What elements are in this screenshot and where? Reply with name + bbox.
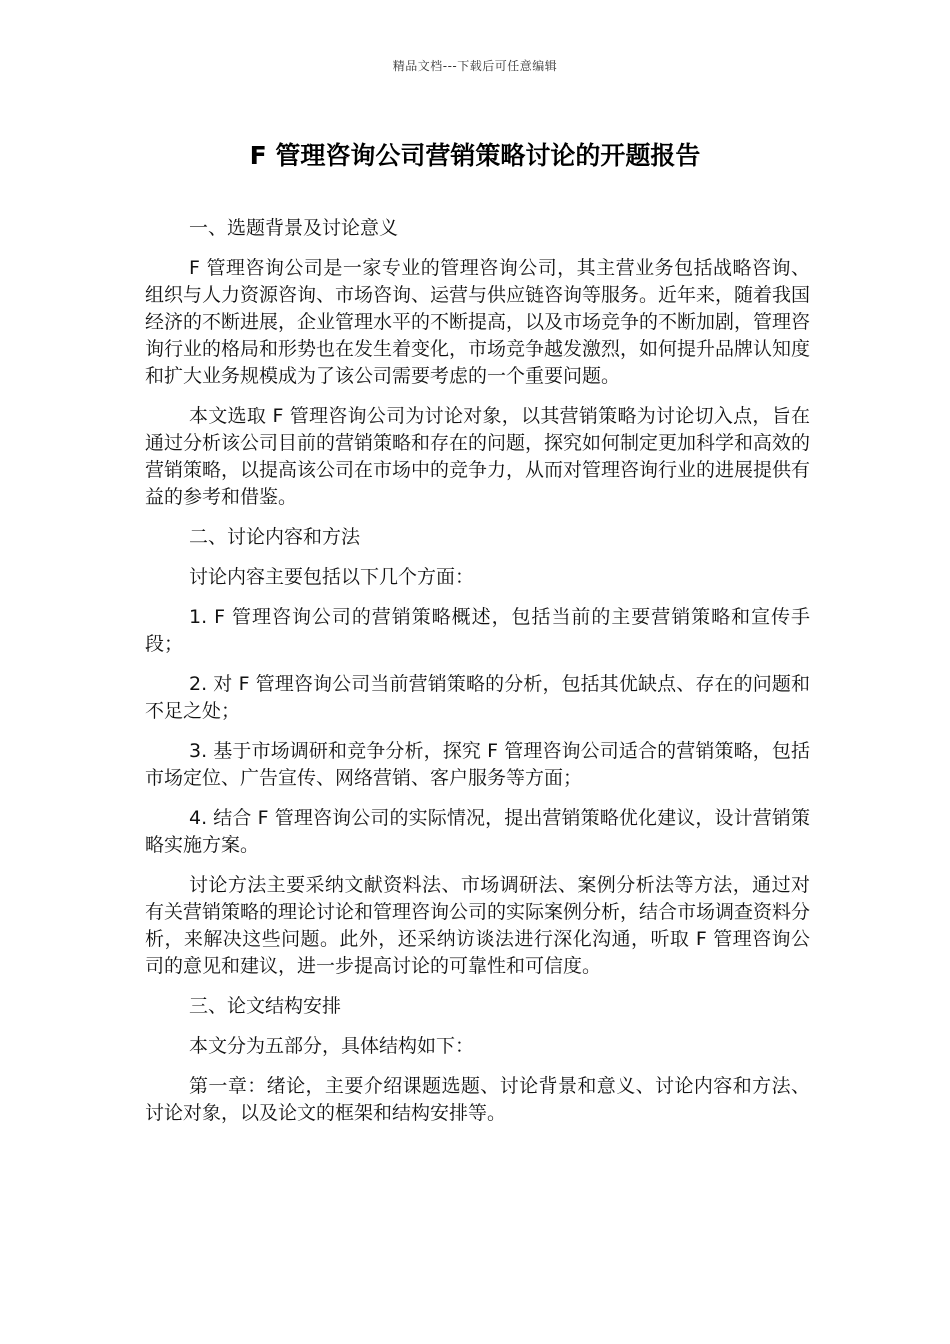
list-item-4: 4. 结合 F 管理咨询公司的实际情况，提出营销策略优化建议，设计营销策略实施方案。 (145, 807, 810, 856)
paragraph-structure-intro: 本文分为五部分，具体结构如下： (189, 1035, 475, 1057)
paragraph-company-intro: F 管理咨询公司是一家专业的管理咨询公司，其主营业务包括战略咨询、组织与人力资源咨询、市场咨询、运营与供应链咨询等服务。近年来，随着我国经济的不断进展，企业管理水平的不断提高，以及市场竞争的不断加剧，管理咨询行业的格局和形势也在发生着变化，市场竞争越发激烈，如何提升品牌认知度和扩大业务规模成为了该公司需要考虑的一个重要问题。 (145, 257, 811, 387)
section-heading-background: 一、选题背景及讨论意义 (189, 217, 399, 239)
list-item-1: 1. F 管理咨询公司的营销策略概述，包括当前的主要营销策略和宣传手段； (145, 606, 810, 655)
paragraph-research-purpose: 本文选取 F 管理咨询公司为讨论对象，以其营销策略为讨论切入点，旨在通过分析该公司目前的营销策略和存在的问题，探究如何制定更加科学和高效的营销策略，以提高该公司在市场中的竞争力，从而对管理咨询行业的进展提供有益的参考和借鉴。 (145, 405, 811, 508)
paragraph-chapter-1: 第一章：绪论，主要介绍课题选题、讨论背景和意义、讨论内容和方法、讨论对象，以及论文的框架和结构安排等。 (145, 1075, 810, 1124)
page-header: 精品文档---下载后可任意编辑 (392, 59, 558, 73)
document-title: F 管理咨询公司营销策略讨论的开题报告 (249, 141, 701, 170)
list-item-2: 2. 对 F 管理咨询公司当前营销策略的分析，包括其优缺点、存在的问题和不足之处； (145, 673, 810, 722)
list-item-3: 3. 基于市场调研和竞争分析，探究 F 管理咨询公司适合的营销策略，包括市场定位、广告宣传、网络营销、客户服务等方面； (145, 740, 810, 789)
paragraph-methods: 讨论方法主要采纳文献资料法、市场调研法、案例分析法等方法，通过对有关营销策略的理论讨论和管理咨询公司的实际案例分析，结合市场调查资料分析，来解决这些问题。此外，还采纳访谈法进行深化沟通，听取 F 管理咨询公司的意见和建议，进一步提高讨论的可靠性和可信度。 (145, 874, 811, 977)
section-heading-content-methods: 二、讨论内容和方法 (189, 526, 361, 548)
paragraph-content-intro: 讨论内容主要包括以下几个方面： (189, 566, 475, 588)
document-body (145, 215, 810, 1140)
section-heading-structure: 三、论文结构安排 (189, 995, 342, 1017)
